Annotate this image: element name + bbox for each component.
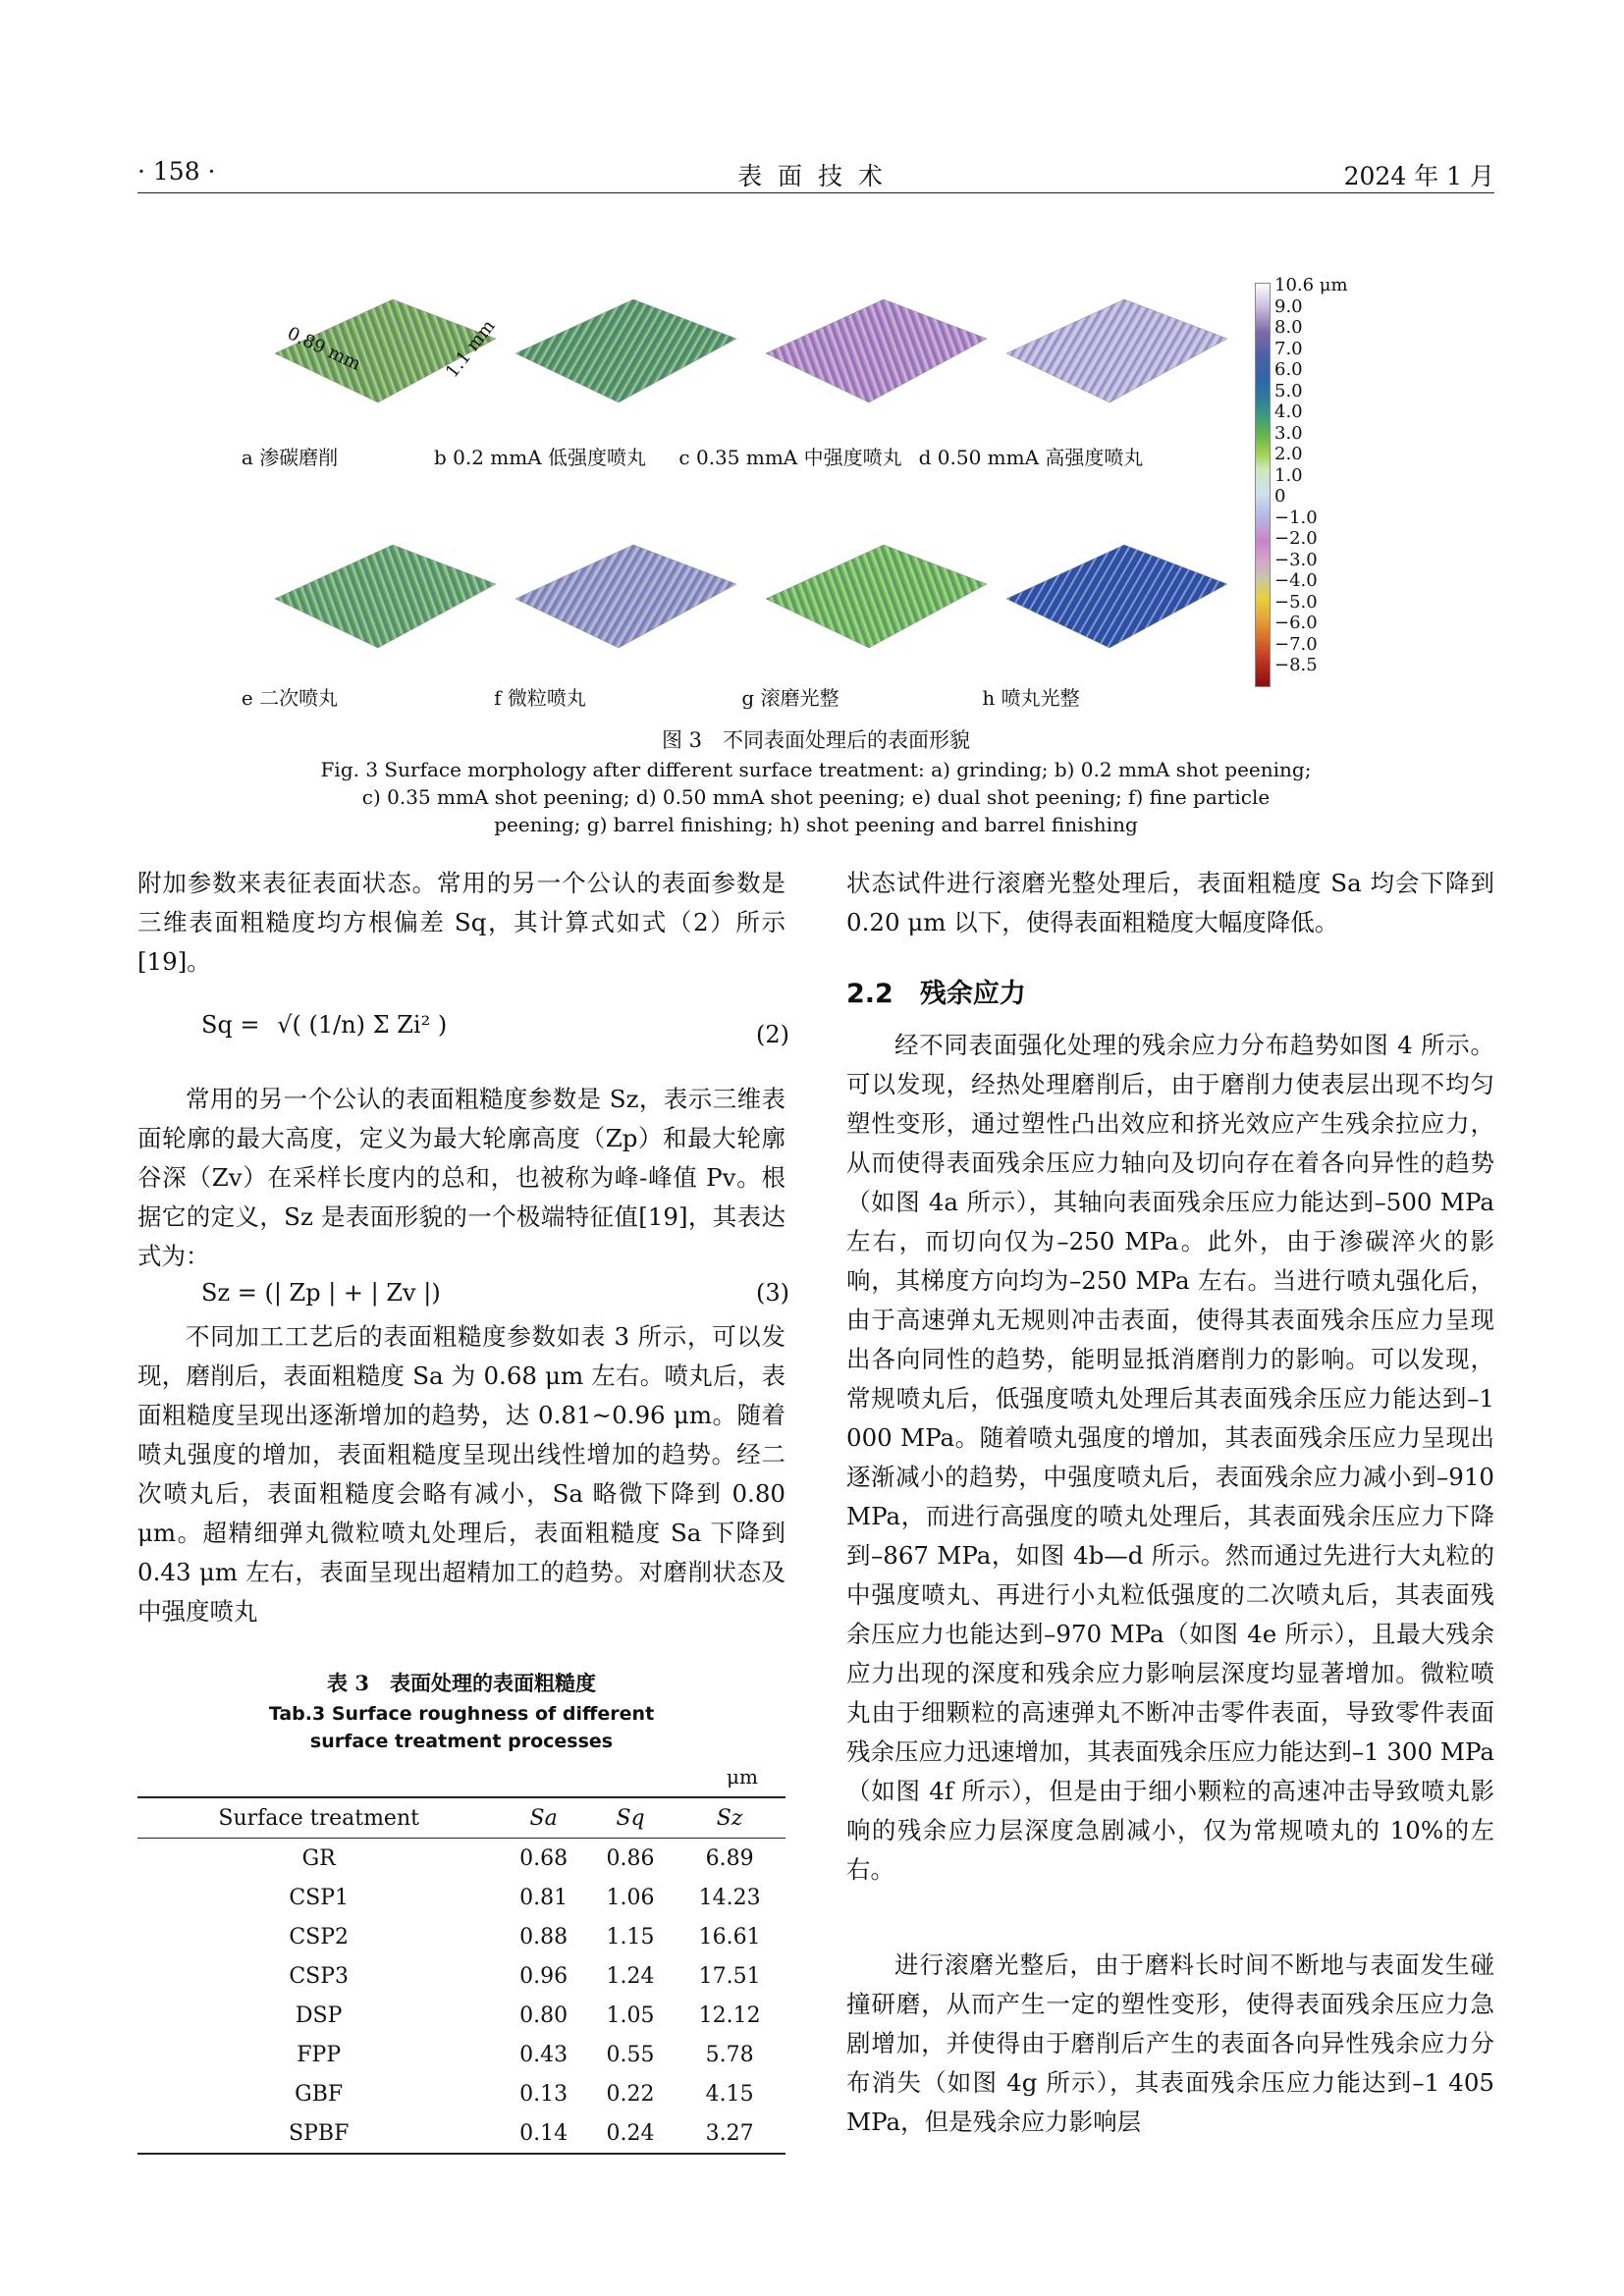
equation-3: Sz = (| Zp | + | Zv |)	[201, 1279, 441, 1307]
left-para-3	[137, 1317, 785, 1631]
colorbar-tick-label: −6.0	[1274, 613, 1318, 633]
colorbar	[1255, 283, 1271, 687]
header-rule	[137, 192, 1494, 193]
table-cell: FPP	[297, 2042, 342, 2067]
table-unit: μm	[727, 1765, 758, 1789]
colorbar-tick-label: 3.0	[1274, 422, 1303, 444]
panel-caption: e 二次喷丸	[241, 686, 339, 710]
surface-plot	[751, 491, 997, 658]
para-text: 经不同表面强化处理的残余应力分布趋势如图 4 所示。可以发现，经热处理磨削后，由于磨削力使表层出现不均匀塑性变形，通过塑性凸出效应和挤光效应产生残余拉应力，从而使得表面残余压应力轴向及切向存在着各向异性的趋势（如图 4a 所示），其轴向表面残余压应力能达到–500 MPa 左右，而切向仅为–250 MPa。此外，由于渗碳淬火的影响，其梯度方向均为–250 MPa 左右。当进行喷丸强化后，由于高速弹丸无规则冲击表面，使得其表面残余压应力呈现出各向同性的趋势，能明显抵消磨削力的影响。可以发现，常规喷丸后，低强度喷丸处理后其表面残余压应力能达到–1 000 MPa。随着喷丸强度的增加，其表面残余压应力呈现出逐渐减小的趋势，中强度喷丸后，表面残余应力减小到–910 MPa，而进行高强度的喷丸处理后，其表面残余压应力下降到–867 MPa，如图 4b—d 所示。然而通过先进行大丸粒的中强度喷丸、再进行小丸粒低强度的二次喷丸后，其表面残余压应力也能达到–970 MPa（如图 4e 所示），且最大残余应力出现的深度和残余应力影响层深度均显著增加。微粒喷丸由于细颗粒的高速弹丸不断冲击零件表面，导致零件表面残余压应力迅速增加，其表面残余压应力能达到–1 300 MPa（如图 4f 所示），但是由于细小颗粒的高速冲击导致喷丸影响的残余应力层深度急剧减小，仅为常规喷丸的 10%的左右。	[846, 1031, 1494, 1884]
table-row	[137, 1996, 785, 2035]
table-cell: 1.05	[606, 2002, 655, 2028]
table-cell: 4.15	[705, 2081, 754, 2107]
eq2-body: √( (1/n) Σ Zi² )	[277, 1011, 448, 1039]
colorbar-tick-label: 2.0	[1274, 444, 1303, 464]
table-cell: 1.15	[606, 1924, 655, 1949]
panel-caption: a 渗碳磨削	[241, 446, 339, 469]
colorbar-tick-label: −7.0	[1274, 633, 1318, 655]
surface-panel-h	[992, 491, 1237, 658]
colorbar-tick-label: −8.5	[1274, 655, 1318, 675]
colorbar-tick-label: −1.0	[1274, 507, 1318, 528]
journal-title: 表 面 技 术	[737, 162, 887, 190]
table-cell: 0.88	[519, 1924, 568, 1949]
table-row	[137, 1839, 785, 1879]
colorbar-tick-label: 8.0	[1274, 317, 1303, 338]
colorbar-tick-label: 10.6 μm	[1274, 275, 1348, 295]
left-para-1	[137, 864, 785, 982]
right-para-2	[846, 1946, 1494, 2142]
right-para-0	[846, 864, 1494, 942]
dim-y-label: 1.1 mm	[441, 316, 500, 382]
table-cell: 14.23	[698, 1885, 761, 1910]
table-cell: DSP	[295, 2002, 343, 2028]
right-para-1	[846, 1026, 1494, 1890]
colorbar-tick-label: 7.0	[1274, 338, 1303, 359]
colorbar-tick-label: −3.0	[1274, 549, 1318, 570]
table-cell: GBF	[295, 2081, 344, 2107]
table-cell: 0.81	[519, 1885, 568, 1910]
colorbar-tick-label: −4.0	[1274, 570, 1318, 591]
figure-caption-cn: 图 3 不同表面处理后的表面形貌	[661, 728, 971, 752]
panel-caption: d 0.50 mmA 高强度喷丸	[918, 446, 1144, 469]
dim-x-label: 0.89 mm	[284, 323, 364, 375]
table-title-en-1: Tab.3 Surface roughness of different	[268, 1703, 655, 1725]
colorbar-tick-label: 1.0	[1274, 464, 1303, 486]
table-cell: 0.68	[519, 1845, 568, 1871]
table-row	[137, 2035, 785, 2074]
para-text: 常用的另一个公认的表面粗糙度参数是 Sz，表示三维表面轮廓的最大高度，定义为最大轮廓高度（Zp）和最大轮廓谷深（Zv）在采样长度内的总和，也被称为峰-峰值 Pv。根据它的定义，Sz 是表面形貌的一个极端特征值[19]，其表达式为：	[137, 1085, 785, 1270]
table-cell: 0.86	[606, 1845, 655, 1871]
surface-plot	[751, 245, 997, 412]
eq3-number: (3)	[756, 1279, 789, 1307]
table-cell: 0.55	[606, 2042, 655, 2067]
equation-2	[201, 1011, 447, 1039]
surface-plot	[260, 491, 506, 658]
table-cell: 1.06	[606, 1885, 655, 1910]
surface-panel-b	[501, 245, 746, 412]
surface-panel-d	[992, 245, 1237, 412]
table-cell: 1.24	[606, 1963, 655, 1989]
page-number: · 158 ·	[137, 157, 216, 186]
table-body	[137, 1839, 785, 2155]
table-cell: 5.78	[705, 2042, 754, 2067]
colorbar-tick-label: 5.0	[1274, 380, 1303, 401]
table-row	[137, 1878, 785, 1917]
table-cell: CSP2	[289, 1924, 350, 1949]
panel-caption: g 滚磨光整	[741, 686, 839, 710]
panel-caption: f 微粒喷丸	[494, 686, 586, 710]
issue-date: 2024 年 1 月	[1343, 162, 1494, 190]
column-header: Sz	[674, 1797, 785, 1839]
table-cell: 6.89	[705, 1845, 754, 1871]
table-row	[137, 2074, 785, 2113]
colorbar-tick-label: 9.0	[1274, 295, 1303, 317]
table-cell: 0.43	[519, 2042, 568, 2067]
colorbar-tick-label: −5.0	[1274, 591, 1318, 613]
table-title-cn: 表 3 表面处理的表面粗糙度	[327, 1671, 596, 1695]
table-cell: 16.61	[698, 1924, 761, 1949]
para-text: 状态试件进行滚磨光整处理后，表面粗糙度 Sa 均会下降到 0.20 μm 以下，使得表面粗糙度大幅度降低。	[846, 869, 1494, 936]
figure-caption-en-2: c) 0.35 mmA shot peening; d) 0.50 mmA shot peening; e) dual shot peening; f) fine particle	[361, 785, 1271, 809]
table-cell: 3.27	[674, 2113, 785, 2154]
colorbar-tick-label: 6.0	[1274, 359, 1303, 380]
surface-plot	[992, 245, 1237, 412]
colorbar-tick-label: 4.0	[1274, 401, 1303, 422]
table-cell: 0.96	[519, 1963, 568, 1989]
table-cell: 0.80	[519, 2002, 568, 2028]
column-header: Sa	[500, 1797, 586, 1839]
figure-caption-en-1: Fig. 3 Surface morphology after different surface treatment: a) grinding; b) 0.2 mmA shot peening;	[320, 758, 1312, 781]
table-cell: 0.14	[500, 2113, 586, 2154]
table-cell: CSP3	[289, 1963, 350, 1989]
table-header-row	[137, 1797, 785, 1839]
column-header: Sq	[587, 1797, 674, 1839]
table-cell: 0.22	[606, 2081, 655, 2107]
table-row	[137, 2113, 785, 2154]
table-row	[137, 1956, 785, 1996]
para-text: 附加参数来表征表面状态。常用的另一个公认的表面参数是三维表面粗糙度均方根偏差 Sq，其计算式如式（2）所示[19]。	[137, 869, 785, 976]
table-cell: CSP1	[289, 1885, 350, 1910]
table-cell: 0.24	[587, 2113, 674, 2154]
surface-panel-c	[751, 245, 997, 412]
table-cell: GR	[301, 1845, 336, 1871]
section-heading: 2.2 残余应力	[846, 979, 1026, 1009]
panel-caption: c 0.35 mmA 中强度喷丸	[678, 446, 902, 469]
left-para-2	[137, 1080, 785, 1276]
table-cell: SPBF	[137, 2113, 500, 2154]
surface-plot	[501, 245, 746, 412]
eq2-lhs: Sq =	[201, 1011, 260, 1039]
table-cell: 17.51	[698, 1963, 761, 1989]
surface-plot	[501, 491, 746, 658]
colorbar-tick-label: 0	[1274, 486, 1286, 507]
surface-panel-f	[501, 491, 746, 658]
panel-caption: h 喷丸光整	[982, 686, 1080, 710]
surface-plot	[992, 491, 1237, 658]
table-cell: 12.12	[698, 2002, 761, 2028]
table-row	[137, 1917, 785, 1956]
roughness-table	[137, 1796, 785, 2155]
surface-panel-g	[751, 491, 997, 658]
para-text: 进行滚磨光整后，由于磨料长时间不断地与表面发生碰撞研磨，从而产生一定的塑性变形，使得表面残余压应力急剧增加，并使得由于磨削后产生的表面各向异性残余应力分布消失（如图 4g 所示），其表面残余压应力能达到–1 405 MPa，但是残余应力影响层	[846, 1950, 1494, 2136]
figure-caption-en-3: peening; g) barrel finishing; h) shot peening and barrel finishing	[494, 813, 1138, 836]
surface-panel-e	[260, 491, 506, 658]
table-title-en-2: surface treatment processes	[309, 1731, 614, 1752]
table-cell: 0.13	[519, 2081, 568, 2107]
eq2-number: (2)	[756, 1021, 789, 1048]
colorbar-tick-label: −2.0	[1274, 528, 1318, 549]
column-header: Surface treatment	[137, 1797, 500, 1839]
para-text: 不同加工工艺后的表面粗糙度参数如表 3 所示，可以发现，磨削后，表面粗糙度 Sa 为 0.68 μm 左右。喷丸后，表面粗糙度呈现出逐渐增加的趋势，达 0.81~0.96 μm。随着喷丸强度的增加，表面粗糙度呈现出线性增加的趋势。经二次喷丸后，表面粗糙度会略有减小，Sa 略微下降到 0.80 μm。超精细弹丸微粒喷丸处理后，表面粗糙度 Sa 下降到 0.43 μm 左右，表面呈现出超精加工的趋势。对磨削状态及中强度喷丸	[137, 1322, 785, 1626]
panel-caption: b 0.2 mmA 低强度喷丸	[433, 446, 647, 469]
